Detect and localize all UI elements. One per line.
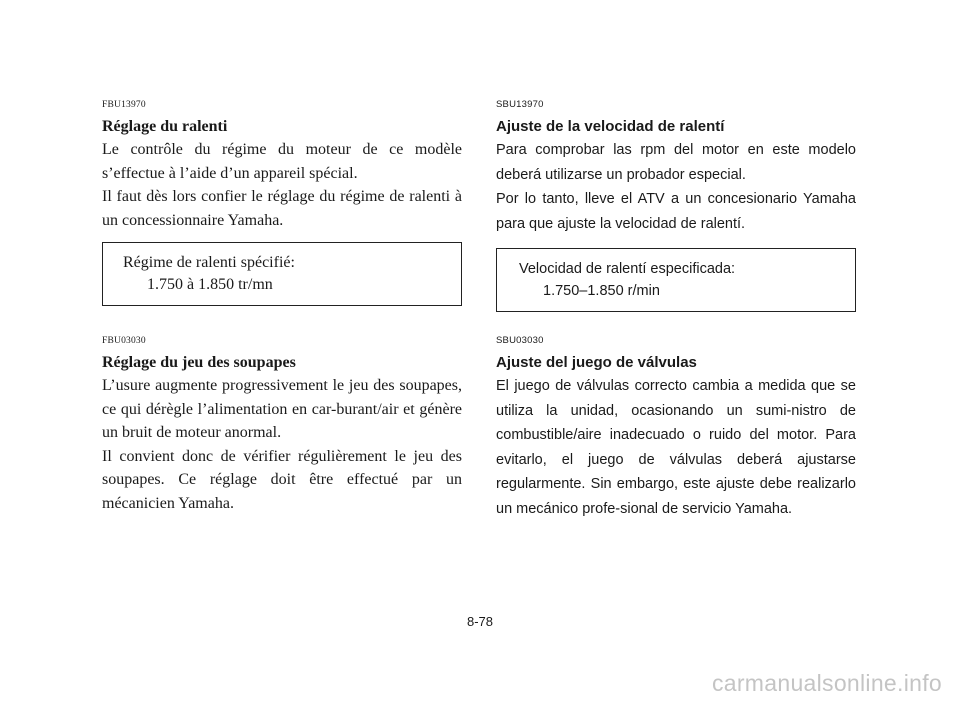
spec-box: [496, 248, 856, 312]
spec-value: 1.750 à 1.850 tr/mn: [147, 276, 273, 293]
section-code: SBU13970: [496, 99, 544, 110]
french-column: [102, 98, 462, 512]
spec-label: Velocidad de ralentí especificada:: [519, 261, 736, 277]
spec-label: Régime de ralenti spécifié:: [123, 254, 295, 271]
section-valve-clearance: [102, 334, 462, 515]
section-title: Réglage du jeu des soupapes: [102, 354, 296, 371]
watermark: carmanualsonline.info: [711, 670, 942, 696]
section-code: FBU03030: [102, 336, 146, 346]
paragraph: Il faut dès lors confier le réglage du régime de ralenti à un concessionnaire Yamaha.: [102, 188, 462, 229]
paragraph: L’usure augmente progressivement le jeu des soupapes, ce qui dérègle l’alimentation en car-burant/air et génère un bruit de moteur anormal.: [102, 377, 462, 441]
section-title: Réglage du ralenti: [102, 118, 228, 135]
page-number: 8-78: [466, 614, 494, 629]
spec-box: [102, 242, 462, 306]
section-title: Ajuste de la velocidad de ralentí: [496, 118, 725, 135]
section-code: FBU13970: [102, 100, 146, 110]
section-code: SBU03030: [496, 335, 544, 346]
paragraph: Para comprobar las rpm del motor en este modelo deberá utilizarse un probador especial.: [496, 142, 856, 183]
paragraph: Le contrôle du régime du moteur de ce modèle s’effectue à l’aide d’un appareil spécial.: [102, 141, 462, 182]
section-title: Ajuste del juego de válvulas: [496, 354, 697, 371]
paragraph: Il convient donc de vérifier régulièrement le jeu des soupapes. Ce réglage doit être effectué par un mécanicien Yamaha.: [102, 447, 462, 512]
section-valve-clearance: [496, 334, 856, 521]
spanish-column: [496, 98, 856, 517]
paragraph: Por lo tanto, lleve el ATV a un concesionario Yamaha para que ajuste la velocidad de ralentí.: [496, 191, 856, 232]
paragraph: El juego de válvulas correcto cambia a medida que se utiliza la unidad, ocasionando un sumi-nistro de combustible/aire inadecuado o ruido del motor. Para evitarlo, el juego de válvulas deberá ajustarse regularmente. Sin embargo, este ajuste debe realizarlo un mecánico profe-sional de servicio Yamaha.: [496, 378, 856, 517]
spec-value: 1.750–1.850 r/min: [543, 283, 660, 299]
